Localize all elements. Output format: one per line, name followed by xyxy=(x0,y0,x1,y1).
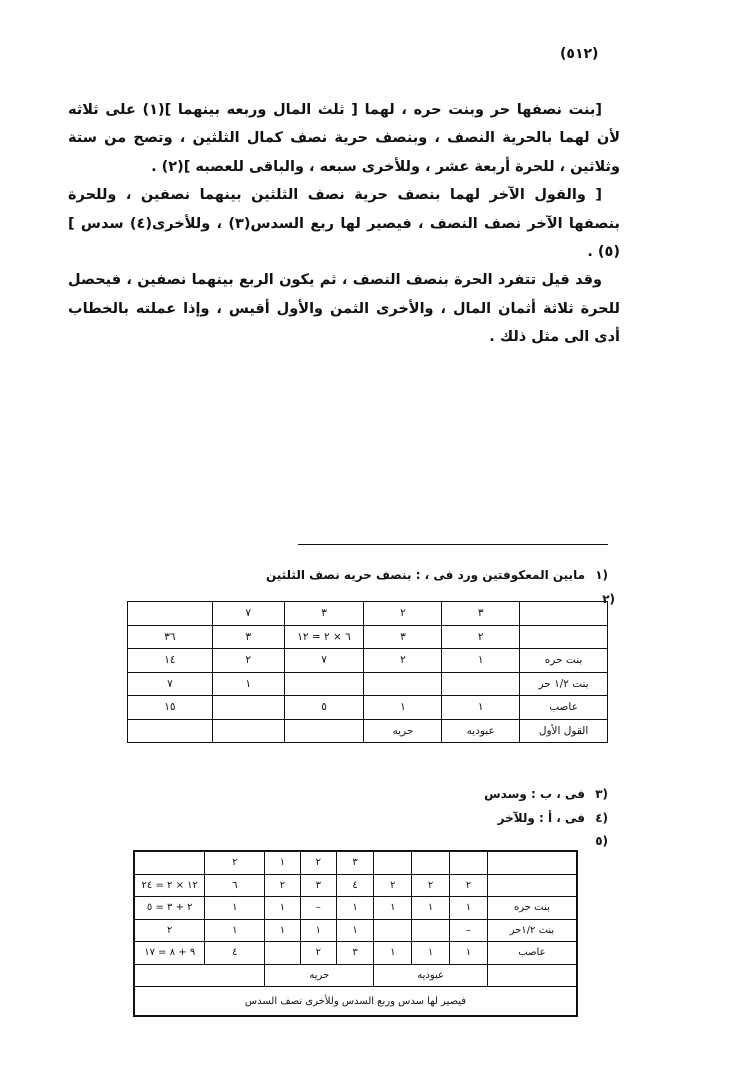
table-row xyxy=(128,625,608,649)
table-cell: ٢ + ٣ = ٥ xyxy=(134,897,205,920)
table-cell: ٣ xyxy=(364,625,442,649)
table-cell xyxy=(212,719,284,743)
table-cell: عبوديه xyxy=(442,719,520,743)
table-cell: بنت حره xyxy=(520,649,608,673)
table-cell: ٦ xyxy=(205,874,265,897)
table-cell: ١ xyxy=(265,897,301,920)
table-cell xyxy=(128,602,213,626)
table-cell: ٧ xyxy=(284,649,364,673)
table-cell xyxy=(412,851,450,874)
footnote-2-number: (٢ xyxy=(602,592,615,606)
table-cell: – xyxy=(450,919,488,942)
table-cell: ١ xyxy=(374,942,412,965)
table-cell: بنت ١/٢حر xyxy=(487,919,577,942)
table-cell xyxy=(374,919,412,942)
table-cell: ٥ xyxy=(284,696,364,720)
table-cell xyxy=(212,696,284,720)
table-row xyxy=(128,696,608,720)
table-cell: ٣ xyxy=(442,602,520,626)
table-cell: ٣٦ xyxy=(128,625,213,649)
table-cell xyxy=(134,964,265,987)
table-cell: ٢ xyxy=(300,851,336,874)
table-cell: ١ xyxy=(336,919,374,942)
footnote-4-number: (٤ xyxy=(595,811,608,825)
table-cell: ١ xyxy=(212,672,284,696)
table-cell: ٧ xyxy=(128,672,213,696)
table-cell: ١ xyxy=(450,897,488,920)
table-cell xyxy=(520,625,608,649)
table-row xyxy=(134,874,577,897)
table-cell: ٢ xyxy=(265,874,301,897)
table-cell: ٢ xyxy=(300,942,336,965)
page-number: (٥١٢) xyxy=(560,46,599,62)
table-cell: ٣ xyxy=(300,874,336,897)
table-cell: ٦ × ٢ = ١٢ xyxy=(284,625,364,649)
table-cell: ١ xyxy=(442,649,520,673)
table-row xyxy=(128,602,608,626)
table-cell: ٢ xyxy=(364,602,442,626)
table-cell xyxy=(487,851,577,874)
table-cell: القول الأول xyxy=(520,719,608,743)
table-cell xyxy=(284,672,364,696)
footnote-5-table xyxy=(133,850,578,1017)
table-cell: ١ xyxy=(300,919,336,942)
footnote-divider xyxy=(298,544,608,545)
table-cell xyxy=(520,602,608,626)
footnote-5-number: (٥ xyxy=(595,834,608,848)
table-cell: ٢ xyxy=(412,874,450,897)
table-cell: ١٤ xyxy=(128,649,213,673)
footnote-1-text: مابين المعكوفتين ورد فى ، : بنصف حريه نصف الثلثين xyxy=(265,568,585,582)
table-cell: ١ xyxy=(442,696,520,720)
paragraph-2: [ والقول الآخر لهما بنصف حرية نصف الثلثين بينهما نصفين ، وللحرة بنصفها الآخر نصف النصف ، فيصير لها ربع السدس(٣) ، وللأخرى(٤) سدس ](٥) . xyxy=(68,187,620,261)
table-cell xyxy=(412,919,450,942)
table-cell xyxy=(265,942,301,965)
table-cell: ١ xyxy=(205,919,265,942)
footnote-4-text: فى ، أ : وللآخر xyxy=(497,811,585,825)
table-cell: ٤ xyxy=(205,942,265,965)
table-row xyxy=(134,919,577,942)
table-cell: ١ xyxy=(374,897,412,920)
table-row xyxy=(134,851,577,874)
table-row xyxy=(134,964,577,987)
footnote-1-number: (١ xyxy=(595,568,608,582)
table-cell: ١ xyxy=(265,919,301,942)
table-cell: حريه xyxy=(265,964,374,987)
table-cell xyxy=(364,672,442,696)
table-cell: ١ xyxy=(265,851,301,874)
footnote-3-number: (٣ xyxy=(595,787,608,801)
table-cell: ٢ xyxy=(212,649,284,673)
table-cell: ١ xyxy=(364,696,442,720)
table-cell: ٢ xyxy=(374,874,412,897)
table-cell: ٣ xyxy=(336,851,374,874)
table-caption-cell: فيصير لها سدس وربع السدس وللأخرى نصف السدس xyxy=(134,987,577,1017)
footnote-1 xyxy=(266,568,608,582)
table-row xyxy=(128,719,608,743)
table-cell xyxy=(374,851,412,874)
table-row xyxy=(134,942,577,965)
table-cell: ٢ xyxy=(442,625,520,649)
table-cell: ١ xyxy=(205,897,265,920)
table-cell xyxy=(442,672,520,696)
table-cell: ٣ xyxy=(284,602,364,626)
table-cell: ٤ xyxy=(336,874,374,897)
table-row xyxy=(134,987,577,1017)
table-cell xyxy=(487,874,577,897)
table-cell: ١ xyxy=(412,942,450,965)
footnote-2-table xyxy=(127,601,608,743)
paragraph-3: وقد قيل تتفرد الحرة بنصف النصف ، ثم يكون الربع بينهما نصفين ، فيحصل للحرة ثلاثة أثمان المال ، والأخرى الثمن والأول أقيس ، وإذا عملته بالخطاب أدى الى مثل ذلك . xyxy=(68,272,620,346)
table-cell: ١٥ xyxy=(128,696,213,720)
footnote-3-text: فى ، ب : وسدس xyxy=(484,787,585,801)
table-cell: – xyxy=(300,897,336,920)
table-cell: ٢ xyxy=(134,919,205,942)
table-cell: بنت حره xyxy=(487,897,577,920)
table-cell: ٢ xyxy=(205,851,265,874)
paragraph-1: [بنت نصفها حر وبنت حره ، لهما [ ثلث المال وربعه بينهما ](١) على ثلاثه لأن لهما بالحرية النصف ، وبنصف حرية نصف كمال الثلثين ، وتصح من ستة وثلاثين ، للحرة أربعة عشر ، وللأخرى سبعه ، والباقى للعصبه ](٢) . xyxy=(68,102,620,175)
main-text xyxy=(68,96,620,352)
table-cell: عبوديه xyxy=(374,964,487,987)
table-cell: ١ xyxy=(412,897,450,920)
table-cell xyxy=(128,719,213,743)
table-row xyxy=(128,649,608,673)
table-cell: حريه xyxy=(364,719,442,743)
table-cell xyxy=(134,851,205,874)
footnote-4 xyxy=(498,811,608,825)
table-cell xyxy=(487,964,577,987)
table-row xyxy=(134,897,577,920)
table-cell: عاصب xyxy=(487,942,577,965)
table-cell: ٣ xyxy=(212,625,284,649)
table-cell: ٢ xyxy=(450,874,488,897)
table-cell: ١ xyxy=(450,942,488,965)
table-cell: ٢ xyxy=(364,649,442,673)
table-cell: ٧ xyxy=(212,602,284,626)
table-cell xyxy=(450,851,488,874)
table-cell: ٩ + ٨ = ١٧ xyxy=(134,942,205,965)
table-row xyxy=(128,672,608,696)
table-cell: ١ xyxy=(336,897,374,920)
table-cell: عاصب xyxy=(520,696,608,720)
footnote-3 xyxy=(484,787,608,801)
table-cell xyxy=(284,719,364,743)
table-cell: ٣ xyxy=(336,942,374,965)
table-cell: ١٢ × ٢ = ٢٤ xyxy=(134,874,205,897)
table-cell: بنت ١/٢ حر xyxy=(520,672,608,696)
